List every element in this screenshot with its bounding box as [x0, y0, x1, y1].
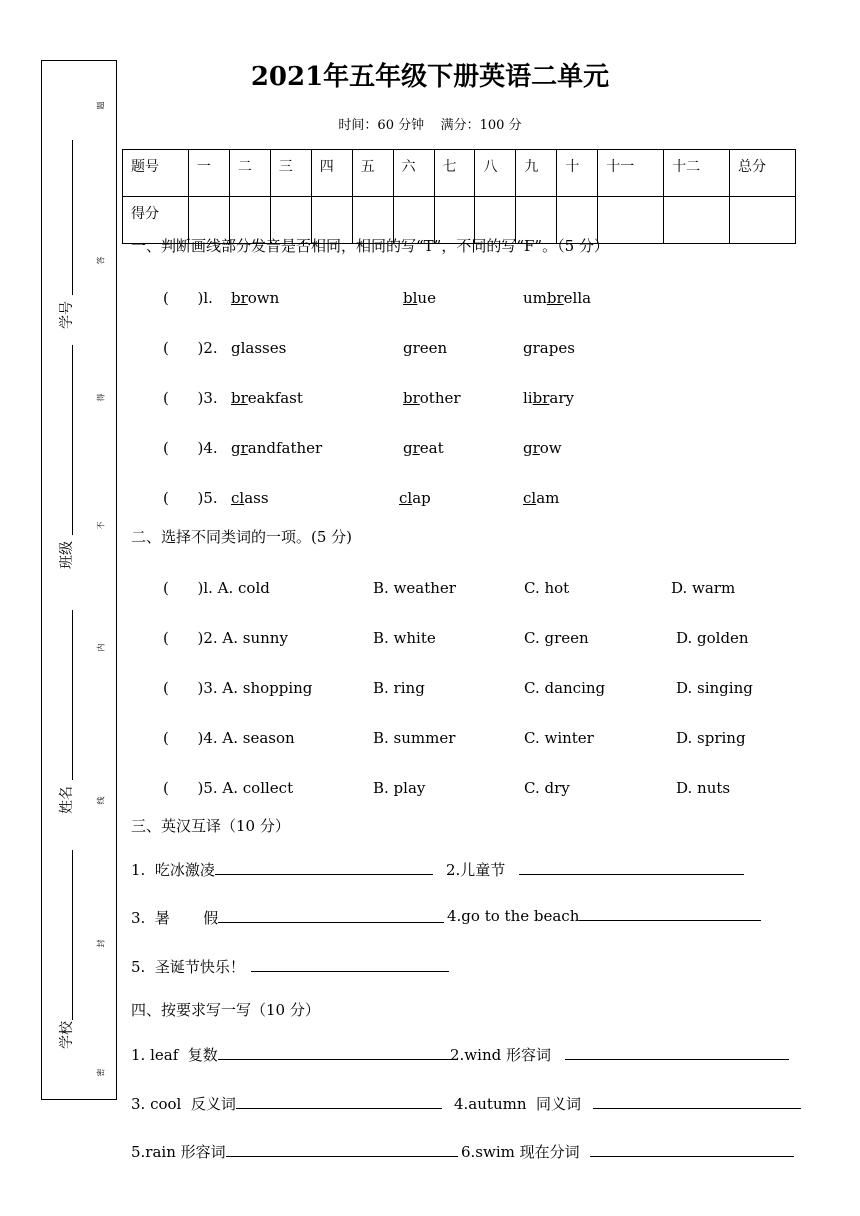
underlined-letters: cl [231, 489, 245, 507]
underlined-letters: cl [523, 489, 537, 507]
score-cell[interactable] [730, 197, 796, 244]
answer-blank[interactable] [251, 971, 449, 972]
section2-option-a[interactable]: ( )l. A. cold [163, 579, 270, 597]
seal-char: 不 [96, 521, 106, 530]
section2-option-c: C. dry [524, 779, 570, 797]
underlined-letters: br [403, 389, 420, 407]
table-cell: 题号 [123, 150, 189, 197]
seal-char: 内 [96, 643, 106, 652]
underlined-letters: bl [403, 289, 418, 307]
underlined-letters: gr [231, 439, 248, 457]
section1-word: library [523, 389, 574, 407]
section1-word: green [403, 339, 448, 357]
section2-option-c: C. green [524, 629, 589, 647]
section2-option-d: D. spring [676, 729, 746, 747]
section1-word: grow [523, 439, 562, 457]
seal-char: 得 [96, 393, 106, 402]
section4-q2 [450, 1044, 789, 1065]
answer-blank[interactable] [215, 874, 433, 875]
question-label: 2.儿童节 [446, 861, 506, 879]
table-cell: 六 [393, 150, 434, 197]
section2-heading: 二、选择不同类词的一项。(5 分) [131, 528, 353, 546]
question-label: 1. 吃冰激凌 [131, 861, 215, 879]
section1-word: clam [523, 489, 560, 507]
section3-q4 [447, 907, 761, 925]
score-table [122, 149, 796, 244]
section2-option-a[interactable]: ( )5. A. collect [163, 779, 294, 797]
table-cell: 十 [557, 150, 598, 197]
section2-option-d: D. nuts [676, 779, 731, 797]
section1-word: grapes [523, 339, 575, 357]
section2-option-a[interactable]: ( )3. A. shopping [163, 679, 313, 697]
answer-blank[interactable] [218, 922, 444, 923]
section2-option-b: B. summer [373, 729, 456, 747]
underlined-letters: br [231, 389, 248, 407]
section1-word: umbrella [523, 289, 592, 307]
answer-blank[interactable] [565, 1059, 789, 1060]
seal-char: 答 [96, 256, 106, 265]
answer-blank[interactable] [236, 1108, 442, 1109]
class-label: 班级 [59, 541, 75, 569]
section1-item-number[interactable]: ( )2. [163, 339, 218, 357]
underlined-letters: br [231, 289, 248, 307]
question-label: 4.autumn 同义词 [454, 1095, 582, 1113]
section2-option-a[interactable]: ( )4. A. season [163, 729, 295, 747]
question-label: 1. leaf 复数 [131, 1046, 218, 1064]
table-cell: 二 [229, 150, 270, 197]
table-cell: 三 [270, 150, 311, 197]
section1-word: brown [231, 289, 280, 307]
answer-blank[interactable] [226, 1156, 458, 1157]
section3-q2 [446, 859, 744, 880]
section1-item-number[interactable]: ( )l. [163, 289, 213, 307]
table-cell: 八 [475, 150, 516, 197]
answer-blank[interactable] [218, 1059, 452, 1060]
section1-word: breakfast [231, 389, 303, 407]
underlined-letters: g [231, 339, 241, 357]
section2-option-b: B. weather [373, 579, 456, 597]
section2-option-d: D. golden [676, 629, 749, 647]
underlined-letters: gr [523, 439, 540, 457]
page-title: 2021年五年级下册英语二单元 [250, 62, 610, 92]
section1-item-number[interactable]: ( )3. [163, 389, 218, 407]
answer-blank[interactable] [590, 1156, 794, 1157]
section2-option-c: C. winter [524, 729, 594, 747]
table-cell: 得分 [123, 197, 189, 244]
table-cell: 五 [352, 150, 393, 197]
section1-word: grandfather [231, 439, 323, 457]
underlined-letters: g [403, 339, 413, 357]
student-id-label: 学号 [59, 301, 75, 329]
section1-word: clap [399, 489, 431, 507]
school-line [72, 850, 73, 1020]
section3-q5 [131, 956, 449, 977]
section1-item-number[interactable]: ( )4. [163, 439, 218, 457]
section4-q1 [131, 1044, 452, 1065]
seal-char: 密 [96, 1068, 106, 1077]
table-cell: 十二 [664, 150, 730, 197]
name-label: 姓名 [59, 786, 75, 814]
table-cell: 一 [188, 150, 229, 197]
underlined-letters: br [532, 389, 550, 407]
section2-option-c: C. hot [524, 579, 570, 597]
table-cell: 七 [434, 150, 475, 197]
question-label: 3. cool 反义词 [131, 1095, 236, 1113]
table-cell: 四 [311, 150, 352, 197]
question-label: 5. 圣诞节快乐！ [131, 958, 245, 976]
section2-option-b: B. ring [373, 679, 425, 697]
section1-heading: 一、判断画线部分发音是否相同，相同的写“T”，不同的写“F”。（5 分） [131, 237, 609, 255]
name-line [72, 610, 73, 780]
section2-option-c: C. dancing [524, 679, 606, 697]
answer-blank[interactable] [579, 920, 761, 921]
school-label: 学校 [59, 1021, 75, 1049]
class-line [72, 345, 73, 535]
section2-option-d: D. warm [671, 579, 736, 597]
seal-char: 线 [96, 796, 106, 805]
section4-q4 [454, 1093, 801, 1114]
seal-char: 封 [96, 939, 106, 948]
section2-option-b: B. play [373, 779, 426, 797]
section3-q1 [131, 859, 433, 880]
section1-item-number[interactable]: ( )5. [163, 489, 218, 507]
section1-word: great [403, 439, 444, 457]
table-cell: 十一 [598, 150, 664, 197]
section3-heading: 三、英汉互译（10 分） [131, 817, 290, 835]
underlined-letters: g [523, 339, 533, 357]
table-cell: 九 [516, 150, 557, 197]
score-table-header-row [123, 150, 796, 197]
answer-blank[interactable] [519, 874, 744, 875]
answer-blank[interactable] [593, 1108, 801, 1109]
question-label: 6.swim 现在分词 [461, 1143, 580, 1161]
underlined-letters: br [546, 289, 564, 307]
section2-option-a[interactable]: ( )2. A. sunny [163, 629, 288, 647]
section4-q6 [461, 1141, 794, 1162]
section2-option-b: B. white [373, 629, 436, 647]
score-cell[interactable] [664, 197, 730, 244]
section2-option-d: D. singing [676, 679, 753, 697]
section1-word: glasses [231, 339, 287, 357]
section4-q3 [131, 1093, 442, 1114]
section4-heading: 四、按要求写一写（10 分） [131, 1001, 320, 1019]
question-label: 5.rain 形容词 [131, 1143, 226, 1161]
question-label: 4.go to the beach [447, 907, 580, 925]
question-label: 3. 暑 假 [131, 909, 219, 927]
section1-word: blue [403, 289, 436, 307]
section1-word: class [231, 489, 269, 507]
exam-info: 时间：60 分钟 满分：100 分 [338, 118, 522, 133]
underlined-letters: cl [399, 489, 413, 507]
student-id-line [72, 140, 73, 295]
section3-q3 [131, 907, 444, 928]
seal-char: 题 [96, 101, 106, 110]
section4-q5 [131, 1141, 458, 1162]
underlined-letters: gr [403, 439, 420, 457]
table-cell: 总分 [730, 150, 796, 197]
section1-word: brother [403, 389, 461, 407]
question-label: 2.wind 形容词 [450, 1046, 551, 1064]
